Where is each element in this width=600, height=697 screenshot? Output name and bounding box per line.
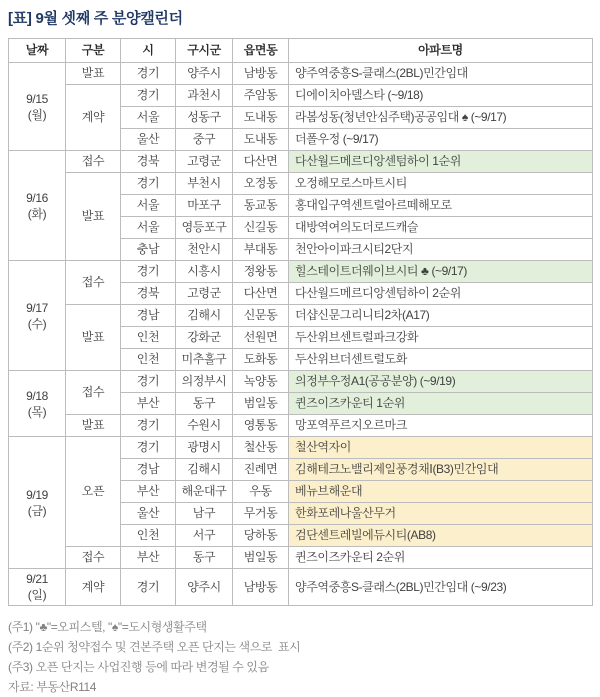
si-cell: 서울 <box>121 107 176 129</box>
gusigun-cell: 김해시 <box>176 459 233 481</box>
dong-cell: 당하동 <box>233 525 289 547</box>
source-note: 자료: 부동산R114 <box>8 680 97 694</box>
gusigun-cell: 마포구 <box>176 195 233 217</box>
apartment-cell: 퀸즈이즈카운티 1순위 <box>289 393 593 415</box>
footnote-1: (주1) "♣"=오피스텔, "♠"=도시형생활주택 <box>8 620 207 634</box>
apartment-cell: 베뉴브해운대 <box>289 481 593 503</box>
si-cell: 경기 <box>121 415 176 437</box>
category-cell: 접수 <box>66 371 121 415</box>
table-row <box>9 415 593 437</box>
date-cell <box>9 569 66 606</box>
dong-cell: 남방동 <box>233 63 289 85</box>
si-cell: 부산 <box>121 393 176 415</box>
dong-cell: 오정동 <box>233 173 289 195</box>
si-cell: 경북 <box>121 283 176 305</box>
apartment-cell: 양주역중흥S-클래스(2BL)민간임대 <box>289 63 593 85</box>
si-cell: 서울 <box>121 195 176 217</box>
apartment-cell: 오정해모로스마트시티 <box>289 173 593 195</box>
date-text: 9/21 <box>26 572 48 586</box>
gusigun-cell: 수원시 <box>176 415 233 437</box>
calendar-table-body <box>9 63 593 606</box>
category-cell: 발표 <box>66 63 121 85</box>
date-cell <box>9 151 66 261</box>
si-cell: 부산 <box>121 481 176 503</box>
gusigun-cell: 미추홀구 <box>176 349 233 371</box>
apartment-cell: 힐스테이트더웨이브시티 ♣ (~9/17) <box>289 261 593 283</box>
si-cell: 서울 <box>121 217 176 239</box>
gusigun-cell: 시흥시 <box>176 261 233 283</box>
dong-cell: 도화동 <box>233 349 289 371</box>
gusigun-cell: 영등포구 <box>176 217 233 239</box>
dong-cell: 신길동 <box>233 217 289 239</box>
dong-cell: 정왕동 <box>233 261 289 283</box>
si-cell: 인천 <box>121 327 176 349</box>
table-row <box>9 85 593 107</box>
apartment-cell: 의정부우정A1(공공분양) (~9/19) <box>289 371 593 393</box>
date-cell <box>9 63 66 151</box>
category-cell: 발표 <box>66 415 121 437</box>
apartment-cell: 더샵신문그리니티2차(A17) <box>289 305 593 327</box>
date-text: 9/19 <box>26 487 48 502</box>
gusigun-cell: 성동구 <box>176 107 233 129</box>
dong-cell: 녹양동 <box>233 371 289 393</box>
date-text: 9/16 <box>26 190 48 205</box>
apartment-cell: 라봄성동(청년안심주택)공공임대 ♠ (~9/17) <box>289 107 593 129</box>
si-cell: 경기 <box>121 371 176 393</box>
column-header: 날짜 <box>9 39 66 63</box>
gusigun-cell: 중구 <box>176 129 233 151</box>
si-cell: 울산 <box>121 503 176 525</box>
gusigun-cell: 의정부시 <box>176 371 233 393</box>
dong-cell: 부대동 <box>233 239 289 261</box>
category-cell: 계약 <box>66 569 121 606</box>
apartment-cell: 검단센트레빌에듀시티(AB8) <box>289 525 593 547</box>
table-header-row <box>9 39 593 63</box>
footnote-3: (주3) 오픈 단지는 사업진행 등에 따라 변경될 수 있음 <box>8 660 269 674</box>
footnote-2: (주2) 1순위 청약접수 및 견본주택 오픈 단지는 색으로 표시 <box>8 640 301 654</box>
apartment-cell: 더폴우정 (~9/17) <box>289 129 593 151</box>
dong-cell: 범일동 <box>233 393 289 415</box>
dong-cell: 무거동 <box>233 503 289 525</box>
gusigun-cell: 양주시 <box>176 569 233 606</box>
dong-cell: 도내동 <box>233 107 289 129</box>
column-header: 구시군 <box>176 39 233 63</box>
gusigun-cell: 부천시 <box>176 173 233 195</box>
date-text: 9/15 <box>26 91 48 106</box>
table-row <box>9 305 593 327</box>
calendar-table <box>8 38 593 606</box>
gusigun-cell: 김해시 <box>176 305 233 327</box>
table-row <box>9 173 593 195</box>
dong-cell: 범일동 <box>233 547 289 569</box>
column-header: 읍면동 <box>233 39 289 63</box>
table-row <box>9 437 593 459</box>
gusigun-cell: 동구 <box>176 547 233 569</box>
dong-cell: 철산동 <box>233 437 289 459</box>
si-cell: 충남 <box>121 239 176 261</box>
si-cell: 경기 <box>121 85 176 107</box>
dong-cell: 남방동 <box>233 569 289 606</box>
si-cell: 경기 <box>121 261 176 283</box>
apartment-cell: 홍대입구역센트럴아르떼해모로 <box>289 195 593 217</box>
si-cell: 부산 <box>121 547 176 569</box>
gusigun-cell: 과천시 <box>176 85 233 107</box>
gusigun-cell: 남구 <box>176 503 233 525</box>
gusigun-cell: 동구 <box>176 393 233 415</box>
apartment-cell: 다산월드메르디앙센텀하이 1순위 <box>289 151 593 173</box>
weekday-text: (목) <box>27 404 47 419</box>
category-cell: 발표 <box>66 173 121 261</box>
si-cell: 경기 <box>121 173 176 195</box>
gusigun-cell: 양주시 <box>176 63 233 85</box>
date-cell <box>9 437 66 569</box>
gusigun-cell: 서구 <box>176 525 233 547</box>
category-cell: 접수 <box>66 261 121 305</box>
date-text: 9/17 <box>26 300 48 315</box>
apartment-cell: 디에이치아델스타 (~9/18) <box>289 85 593 107</box>
apartment-cell: 한화포레나울산무거 <box>289 503 593 525</box>
table-row <box>9 151 593 173</box>
dong-cell: 진례면 <box>233 459 289 481</box>
gusigun-cell: 고령군 <box>176 283 233 305</box>
dong-cell: 다산면 <box>233 151 289 173</box>
gusigun-cell: 강화군 <box>176 327 233 349</box>
page-title: [표] 9월 셋째 주 분양캘린더 <box>8 10 183 27</box>
date-cell <box>9 261 66 371</box>
apartment-cell: 다산월드메르디앙센텀하이 2순위 <box>289 283 593 305</box>
gusigun-cell: 해운대구 <box>176 481 233 503</box>
apartment-cell: 천안아이파크시티2단지 <box>289 239 593 261</box>
date-text: 9/18 <box>26 388 48 403</box>
apartment-cell: 양주역중흥S-클래스(2BL)민간임대 (~9/23) <box>289 569 593 606</box>
category-cell: 계약 <box>66 85 121 151</box>
weekday-text: (금) <box>27 503 47 518</box>
footnotes <box>8 617 592 697</box>
table-row <box>9 261 593 283</box>
table-row <box>9 63 593 85</box>
dong-cell: 선원면 <box>233 327 289 349</box>
date-cell <box>9 371 66 437</box>
column-header: 시 <box>121 39 176 63</box>
category-cell: 발표 <box>66 305 121 371</box>
dong-cell: 주암동 <box>233 85 289 107</box>
dong-cell: 도내동 <box>233 129 289 151</box>
dong-cell: 신문동 <box>233 305 289 327</box>
apartment-cell: 두산위브더센트럴도화 <box>289 349 593 371</box>
si-cell: 경남 <box>121 305 176 327</box>
si-cell: 경기 <box>121 437 176 459</box>
dong-cell: 영통동 <box>233 415 289 437</box>
apartment-cell: 철산역자이 <box>289 437 593 459</box>
table-row <box>9 569 593 606</box>
dong-cell: 동교동 <box>233 195 289 217</box>
category-cell: 접수 <box>66 151 121 173</box>
weekday-text: (수) <box>27 316 47 331</box>
weekday-text: (화) <box>27 206 47 221</box>
si-cell: 인천 <box>121 349 176 371</box>
si-cell: 인천 <box>121 525 176 547</box>
apartment-cell: 망포역푸르지오르마크 <box>289 415 593 437</box>
si-cell: 경남 <box>121 459 176 481</box>
apartment-cell: 퀸즈이즈카운티 2순위 <box>289 547 593 569</box>
si-cell: 경기 <box>121 569 176 606</box>
table-row <box>9 547 593 569</box>
table-row <box>9 371 593 393</box>
weekday-text: (일) <box>27 588 47 602</box>
column-header: 구분 <box>66 39 121 63</box>
gusigun-cell: 고령군 <box>176 151 233 173</box>
dong-cell: 다산면 <box>233 283 289 305</box>
apartment-cell: 대방역여의도더로드캐슬 <box>289 217 593 239</box>
si-cell: 경기 <box>121 63 176 85</box>
apartment-cell: 김해테크노밸리제일풍경채Ⅰ(B3)민간임대 <box>289 459 593 481</box>
dong-cell: 우동 <box>233 481 289 503</box>
weekday-text: (월) <box>27 107 47 122</box>
si-cell: 울산 <box>121 129 176 151</box>
column-header: 아파트명 <box>289 39 593 63</box>
si-cell: 경북 <box>121 151 176 173</box>
apartment-cell: 두산위브센트럴파크강화 <box>289 327 593 349</box>
gusigun-cell: 천안시 <box>176 239 233 261</box>
category-cell: 접수 <box>66 547 121 569</box>
gusigun-cell: 광명시 <box>176 437 233 459</box>
category-cell: 오픈 <box>66 437 121 547</box>
